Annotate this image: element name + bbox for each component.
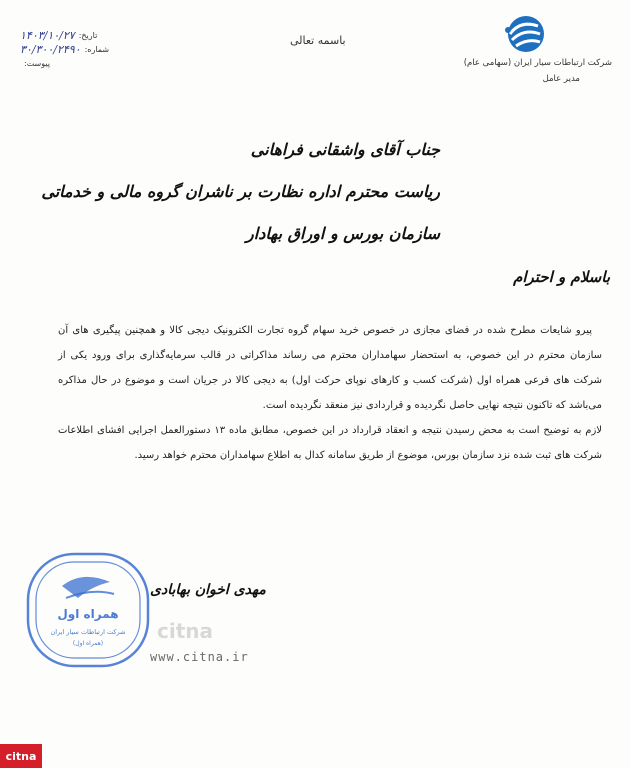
- date-label: تاریخ:: [78, 30, 98, 40]
- addressee-position: ریاست محترم اداره نظارت بر ناشران گروه مالی و خدماتی: [41, 182, 440, 201]
- signer-name: مهدی اخوان بهابادی: [150, 582, 266, 598]
- attachment-row: [20, 56, 160, 70]
- date-row: [20, 28, 160, 42]
- company-name: شرکت ارتباطات سیار ایران (سهامی عام): [463, 58, 612, 68]
- addressee-organization: سازمان بورس و اوراق بهادار: [246, 224, 440, 243]
- greeting: باسلام و احترام: [513, 268, 610, 286]
- svg-text:(همراه اول): (همراه اول): [72, 640, 104, 647]
- letter-meta: [20, 28, 160, 70]
- company-stamp-seal: [22, 548, 154, 672]
- addressee-name: جناب آقای واشقانی فراهانی: [250, 140, 440, 159]
- number-label: شماره:: [84, 44, 110, 54]
- date-value: ۱۴۰۳/۱۰/۲۷: [20, 28, 75, 42]
- attachment-label: پیوست:: [24, 58, 51, 68]
- citna-corner-logo: citna: [0, 744, 42, 768]
- svg-text:همراه اول: همراه اول: [57, 607, 119, 621]
- body-paragraph-2: لازم به توضیح است به محض رسیدن نتیجه و انعقاد قرارداد در این خصوص، مطابق ماده ۱۳ دستورالعمل اجرایی افشای اطلاعات شرکت های ثبت شده نزد سازمان بورس، موضوع از طریق سامانه کدال به اطلاع سهامداران محترم خواهد رسید.: [58, 425, 602, 461]
- svg-text:citna: citna: [157, 619, 214, 643]
- basmala: باسمه تعالی: [290, 34, 346, 47]
- citna-watermark-logo-icon: [155, 616, 225, 644]
- watermark-url: www.citna.ir: [150, 650, 249, 664]
- company-logo-icon: [500, 12, 548, 56]
- letter-body: [58, 318, 602, 468]
- number-value: ۳۰/۳۰۰/۲۴۹۰: [20, 42, 81, 56]
- body-paragraph-1: پیرو شایعات مطرح شده در فضای مجازی در خصوص خرید سهام گروه تجارت الکترونیک دیجی کالا و همچنین پیگیری های آن سازمان محترم در این خصوص، به استحضار سهامداران محترم می رساند مذاکراتی در قالب سرمایه‌گذاری برای ورود یکی از شرکت های فرعی همراه اول (شرکت کسب و کارهای نوپای حرکت اول) به دیجی کالا در جریان است و موضوع در حال مذاکره می‌باشد که تاکنون نتیجه نهایی حاصل نگردیده و قراردادی نیز منعقد نگردیده است.: [58, 325, 602, 411]
- number-row: [20, 42, 160, 56]
- ceo-title: مدیر عامل: [542, 74, 580, 84]
- svg-text:شرکت ارتباطات سیار ایران: شرکت ارتباطات سیار ایران: [50, 628, 126, 636]
